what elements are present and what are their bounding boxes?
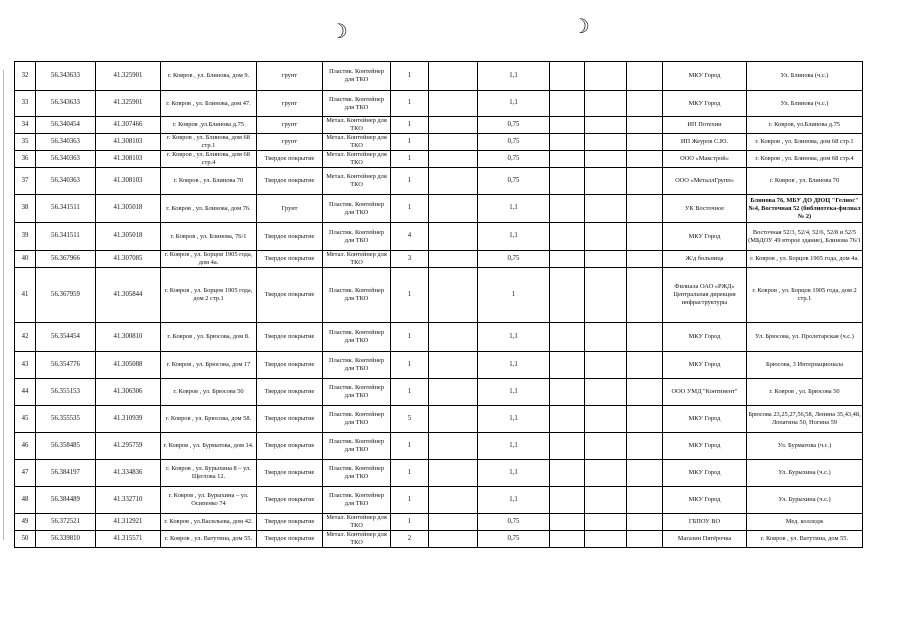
empty-col-11-cell [585, 151, 627, 168]
empty-col-11-cell [585, 91, 627, 117]
table-row [15, 433, 863, 460]
operator-cell: МКУ Город [663, 223, 747, 251]
empty-col-10-cell [550, 323, 585, 352]
container-volume-cell: 0,75 [478, 151, 550, 168]
served-objects-cell: Брюсова, 3 Интернационала [747, 352, 863, 379]
empty-col-10-cell [550, 514, 585, 531]
row-number-cell: 49 [15, 514, 36, 531]
surface-type-cell: Грунт [257, 195, 323, 223]
table-row [15, 134, 863, 151]
latitude-cell: 56.339810 [36, 531, 96, 548]
address-cell: г. Ковров ,ул.Блинова д.75 [161, 117, 257, 134]
address-cell: г. Ковров , ул. Брюсова, дом 17 [161, 352, 257, 379]
container-type-cell: Пластик. Контейнер для ТКО [323, 91, 391, 117]
table-row [15, 487, 863, 514]
empty-col-12-cell [627, 514, 663, 531]
container-volume-cell: 0,75 [478, 514, 550, 531]
address-cell: г. Ковров , ул. Бурыхина 8 – ул. Щеглова 12. [161, 460, 257, 487]
empty-col-12-cell [627, 117, 663, 134]
container-count-cell: 5 [391, 406, 429, 433]
longitude-cell: 41.308103 [96, 151, 161, 168]
latitude-cell: 56.367959 [36, 268, 96, 323]
empty-col-12-cell [627, 352, 663, 379]
empty-col-8-cell [429, 531, 478, 548]
container-type-cell: Метал. Контейнер для ТКО [323, 531, 391, 548]
served-objects-cell: Ул. Бурматова (ч.с.) [747, 433, 863, 460]
empty-col-12-cell [627, 531, 663, 548]
container-volume-cell: 1,1 [478, 406, 550, 433]
empty-col-11-cell [585, 134, 627, 151]
container-type-cell: Пластик. Контейнер для ТКО [323, 406, 391, 433]
empty-col-11-cell [585, 323, 627, 352]
container-type-cell: Пластик. Контейнер для ТКО [323, 223, 391, 251]
empty-col-8-cell [429, 268, 478, 323]
empty-col-11-cell [585, 352, 627, 379]
empty-col-11-cell [585, 433, 627, 460]
latitude-cell: 56.340363 [36, 134, 96, 151]
surface-type-cell: грунт [257, 62, 323, 91]
surface-type-cell: Твердое покрытие [257, 514, 323, 531]
empty-col-8-cell [429, 406, 478, 433]
operator-cell: УК Восточное [663, 195, 747, 223]
operator-cell: Филиала ОАО «РЖД» Центральная дирекция инфраструктуры [663, 268, 747, 323]
surface-type-cell: грунт [257, 117, 323, 134]
table-body [15, 62, 863, 548]
address-cell: г. Ковров , ул. Бурыхина – ул. Осипенко 74 [161, 487, 257, 514]
table-row [15, 223, 863, 251]
served-objects-cell: г. Ковров , ул. Борцов 1905 года, дом 4а. [747, 251, 863, 268]
empty-col-12-cell [627, 268, 663, 323]
latitude-cell: 56.340363 [36, 151, 96, 168]
row-number-cell: 39 [15, 223, 36, 251]
punch-hole-mark-right: ☽ [572, 16, 590, 38]
row-number-cell: 35 [15, 134, 36, 151]
empty-col-10-cell [550, 223, 585, 251]
operator-cell: МКУ Город [663, 433, 747, 460]
empty-col-11-cell [585, 195, 627, 223]
surface-type-cell: Твердое покрытие [257, 531, 323, 548]
table-row [15, 268, 863, 323]
empty-col-12-cell [627, 223, 663, 251]
address-cell: г. Ковров , ул. Блинова, дом 68 стр.1 [161, 134, 257, 151]
latitude-cell: 56.340454 [36, 117, 96, 134]
container-volume-cell: 0,75 [478, 168, 550, 195]
container-volume-cell: 0,75 [478, 134, 550, 151]
container-volume-cell: 1 [478, 268, 550, 323]
empty-col-12-cell [627, 406, 663, 433]
row-number-cell: 32 [15, 62, 36, 91]
row-number-cell: 50 [15, 531, 36, 548]
operator-cell: ООО «Макстрой» [663, 151, 747, 168]
empty-col-8-cell [429, 460, 478, 487]
table-row [15, 406, 863, 433]
latitude-cell: 56.372521 [36, 514, 96, 531]
surface-type-cell: Твердое покрытие [257, 323, 323, 352]
served-objects-cell: Ул. Бурыхина (ч.с.) [747, 487, 863, 514]
empty-col-12-cell [627, 62, 663, 91]
served-objects-cell: г. Ковров , ул. Блинова, дом 68 стр.1 [747, 134, 863, 151]
longitude-cell: 41.305844 [96, 268, 161, 323]
row-number-cell: 47 [15, 460, 36, 487]
container-count-cell: 1 [391, 323, 429, 352]
address-cell: г. Ковров , ул. Ватутина, дом 55. [161, 531, 257, 548]
operator-cell: МКУ Город [663, 62, 747, 91]
empty-col-10-cell [550, 531, 585, 548]
container-type-cell: Пластик. Контейнер для ТКО [323, 323, 391, 352]
empty-col-12-cell [627, 433, 663, 460]
longitude-cell: 41.308103 [96, 168, 161, 195]
container-type-cell: Метал. Контейнер для ТКО [323, 134, 391, 151]
table-row [15, 168, 863, 195]
row-number-cell: 37 [15, 168, 36, 195]
empty-col-11-cell [585, 168, 627, 195]
longitude-cell: 41.308103 [96, 134, 161, 151]
operator-cell: ИП Потехин [663, 117, 747, 134]
surface-type-cell: Твердое покрытие [257, 406, 323, 433]
empty-col-8-cell [429, 379, 478, 406]
latitude-cell: 56.384197 [36, 460, 96, 487]
container-count-cell: 1 [391, 268, 429, 323]
longitude-cell: 41.312921 [96, 514, 161, 531]
latitude-cell: 56.355153 [36, 379, 96, 406]
empty-col-10-cell [550, 134, 585, 151]
operator-cell: МКУ Город [663, 323, 747, 352]
empty-col-8-cell [429, 514, 478, 531]
served-objects-cell: Ул. Блинова (ч.с.) [747, 91, 863, 117]
latitude-cell: 56.367966 [36, 251, 96, 268]
empty-col-10-cell [550, 268, 585, 323]
row-number-cell: 43 [15, 352, 36, 379]
latitude-cell: 56.343633 [36, 62, 96, 91]
empty-col-10-cell [550, 62, 585, 91]
operator-cell: МКУ Город [663, 487, 747, 514]
address-cell: г. Ковров , ул. Блинова, дом 47. [161, 91, 257, 117]
operator-cell: ООО УМД "Континент" [663, 379, 747, 406]
container-volume-cell: 1,1 [478, 379, 550, 406]
latitude-cell: 56.354776 [36, 352, 96, 379]
row-number-cell: 48 [15, 487, 36, 514]
empty-col-11-cell [585, 406, 627, 433]
served-objects-cell: Ул. Бурыхина (ч.с.) [747, 460, 863, 487]
address-cell: г. Ковров , ул. Брюсова, дом 8. [161, 323, 257, 352]
surface-type-cell: Твердое покрытие [257, 352, 323, 379]
operator-cell: МКУ Город [663, 406, 747, 433]
longitude-cell: 41.334836 [96, 460, 161, 487]
surface-type-cell: Твердое покрытие [257, 268, 323, 323]
container-count-cell: 1 [391, 514, 429, 531]
served-objects-cell: г. Ковров , ул. Борцов 1905 года, дом 2 стр.1 [747, 268, 863, 323]
container-volume-cell: 1,1 [478, 433, 550, 460]
empty-col-10-cell [550, 379, 585, 406]
empty-col-12-cell [627, 168, 663, 195]
longitude-cell: 41.307466 [96, 117, 161, 134]
surface-type-cell: Твердое покрытие [257, 379, 323, 406]
container-volume-cell: 1,1 [478, 91, 550, 117]
empty-col-8-cell [429, 433, 478, 460]
empty-col-11-cell [585, 251, 627, 268]
container-type-cell: Пластик. Контейнер для ТКО [323, 460, 391, 487]
table-row [15, 514, 863, 531]
empty-col-10-cell [550, 352, 585, 379]
served-objects-cell: Ул. Блинова (ч.с.) [747, 62, 863, 91]
container-type-cell: Пластик. Контейнер для ТКО [323, 352, 391, 379]
longitude-cell: 41.307085 [96, 251, 161, 268]
table-row [15, 195, 863, 223]
empty-col-11-cell [585, 531, 627, 548]
served-objects-cell: г. Ковров , ул. Блинова 70 [747, 168, 863, 195]
container-type-cell: Метал. Контейнер для ТКО [323, 151, 391, 168]
address-cell: г. Ковров , ул. Блинова 70 [161, 168, 257, 195]
served-objects-cell: Брюсова 23,25,27,56,58, Ленина 35,43,48, Лопатина 50, Ногина 59 [747, 406, 863, 433]
empty-col-8-cell [429, 168, 478, 195]
latitude-cell: 56.384489 [36, 487, 96, 514]
surface-type-cell: Твердое покрытие [257, 433, 323, 460]
empty-col-8-cell [429, 251, 478, 268]
address-cell: г. Ковров , ул. Блинова, дом 68 стр.4 [161, 151, 257, 168]
container-type-cell: Пластик. Контейнер для ТКО [323, 62, 391, 91]
served-objects-cell: Восточная 52/3, 52/4, 52/6, 52/8 и 52/5 (МБДОУ 49 второе здание), Блинова 76/1 [747, 223, 863, 251]
punch-hole-mark-left: ☽ [330, 21, 348, 43]
table-row [15, 62, 863, 91]
empty-col-11-cell [585, 117, 627, 134]
surface-type-cell: грунт [257, 134, 323, 151]
empty-col-10-cell [550, 251, 585, 268]
container-volume-cell: 1,1 [478, 323, 550, 352]
address-cell: г. Ковров , ул.Васильева, дом 42. [161, 514, 257, 531]
container-volume-cell: 0,75 [478, 251, 550, 268]
surface-type-cell: грунт [257, 91, 323, 117]
served-objects-cell: г. Ковров , ул. Брюсова 50 [747, 379, 863, 406]
empty-col-10-cell [550, 195, 585, 223]
empty-col-11-cell [585, 514, 627, 531]
container-volume-cell: 0,75 [478, 117, 550, 134]
container-type-cell: Пластик. Контейнер для ТКО [323, 433, 391, 460]
latitude-cell: 56.340363 [36, 168, 96, 195]
table-row [15, 379, 863, 406]
table-row [15, 460, 863, 487]
row-number-cell: 46 [15, 433, 36, 460]
empty-col-12-cell [627, 323, 663, 352]
address-cell: г. Ковров , ул. Борцов 1905 года, дом 4а. [161, 251, 257, 268]
container-volume-cell: 1,1 [478, 487, 550, 514]
table-row [15, 91, 863, 117]
operator-cell: Магазин Пятёрочка [663, 531, 747, 548]
empty-col-10-cell [550, 117, 585, 134]
table-row [15, 323, 863, 352]
empty-col-10-cell [550, 406, 585, 433]
longitude-cell: 41.306306 [96, 379, 161, 406]
container-count-cell: 1 [391, 62, 429, 91]
waste-sites-table [14, 61, 863, 548]
container-count-cell: 1 [391, 151, 429, 168]
table-row [15, 117, 863, 134]
longitude-cell: 41.332710 [96, 487, 161, 514]
empty-col-8-cell [429, 62, 478, 91]
container-count-cell: 4 [391, 223, 429, 251]
address-cell: г. Ковров , ул. Брюсова 50 [161, 379, 257, 406]
operator-cell: ИП Жеуров С.Ю. [663, 134, 747, 151]
longitude-cell: 41.305018 [96, 195, 161, 223]
container-volume-cell: 1,1 [478, 62, 550, 91]
operator-cell: ГБПОУ ВО [663, 514, 747, 531]
empty-col-12-cell [627, 195, 663, 223]
surface-type-cell: Твердое покрытие [257, 487, 323, 514]
empty-col-12-cell [627, 134, 663, 151]
empty-col-8-cell [429, 487, 478, 514]
empty-col-10-cell [550, 487, 585, 514]
longitude-cell: 41.295759 [96, 433, 161, 460]
row-number-cell: 36 [15, 151, 36, 168]
empty-col-10-cell [550, 460, 585, 487]
longitude-cell: 41.305018 [96, 223, 161, 251]
empty-col-12-cell [627, 379, 663, 406]
container-type-cell: Метал. Контейнер для ТКО [323, 117, 391, 134]
container-type-cell: Пластик. Контейнер для ТКО [323, 268, 391, 323]
empty-col-8-cell [429, 91, 478, 117]
container-count-cell: 3 [391, 251, 429, 268]
row-number-cell: 44 [15, 379, 36, 406]
container-volume-cell: 1,1 [478, 352, 550, 379]
container-count-cell: 1 [391, 433, 429, 460]
operator-cell: МКУ Город [663, 460, 747, 487]
container-count-cell: 1 [391, 195, 429, 223]
latitude-cell: 56.341511 [36, 195, 96, 223]
empty-col-11-cell [585, 223, 627, 251]
container-type-cell: Метал. Контейнер для ТКО [323, 168, 391, 195]
empty-col-12-cell [627, 251, 663, 268]
served-objects-cell: г. Ковров , ул. Блинова, дом 68 стр.4 [747, 151, 863, 168]
table-row [15, 151, 863, 168]
row-number-cell: 45 [15, 406, 36, 433]
container-type-cell: Пластик. Контейнер для ТКО [323, 195, 391, 223]
operator-cell: ООО «МеталлГрупп» [663, 168, 747, 195]
served-objects-cell: г. Ковров, ул.Блинова д.75 [747, 117, 863, 134]
operator-cell: МКУ Город [663, 352, 747, 379]
surface-type-cell: Твердое покрытие [257, 151, 323, 168]
empty-col-10-cell [550, 151, 585, 168]
latitude-cell: 56.354454 [36, 323, 96, 352]
served-objects-cell: Мед. колледж [747, 514, 863, 531]
empty-col-8-cell [429, 134, 478, 151]
container-volume-cell: 0,75 [478, 531, 550, 548]
served-objects-cell: Ул. Брюсова, ул. Пролетарская (ч.с.) [747, 323, 863, 352]
container-volume-cell: 1,1 [478, 195, 550, 223]
container-count-cell: 1 [391, 460, 429, 487]
empty-col-12-cell [627, 460, 663, 487]
operator-cell: МКУ Город [663, 91, 747, 117]
latitude-cell: 56.343633 [36, 91, 96, 117]
row-number-cell: 34 [15, 117, 36, 134]
container-volume-cell: 1,1 [478, 460, 550, 487]
table-row [15, 352, 863, 379]
row-number-cell: 33 [15, 91, 36, 117]
empty-col-12-cell [627, 487, 663, 514]
container-count-cell: 1 [391, 117, 429, 134]
empty-col-11-cell [585, 62, 627, 91]
container-count-cell: 1 [391, 379, 429, 406]
empty-col-12-cell [627, 151, 663, 168]
empty-col-8-cell [429, 223, 478, 251]
longitude-cell: 41.315571 [96, 531, 161, 548]
row-number-cell: 40 [15, 251, 36, 268]
empty-col-12-cell [627, 91, 663, 117]
empty-col-11-cell [585, 379, 627, 406]
container-type-cell: Пластик. Контейнер для ТКО [323, 487, 391, 514]
empty-col-8-cell [429, 117, 478, 134]
table-row [15, 531, 863, 548]
scan-edge-line [3, 70, 4, 540]
empty-col-10-cell [550, 433, 585, 460]
address-cell: г. Ковров , ул. Блинова, дом 76. [161, 195, 257, 223]
surface-type-cell: Твердое покрытие [257, 251, 323, 268]
served-objects-cell: г. Ковров , ул. Ватутина, дом 55. [747, 531, 863, 548]
empty-col-10-cell [550, 91, 585, 117]
address-cell: г. Ковров , ул. Блинова, 76/1 [161, 223, 257, 251]
row-number-cell: 38 [15, 195, 36, 223]
latitude-cell: 56.355535 [36, 406, 96, 433]
empty-col-10-cell [550, 168, 585, 195]
container-volume-cell: 1,1 [478, 223, 550, 251]
empty-col-11-cell [585, 460, 627, 487]
longitude-cell: 41.325901 [96, 62, 161, 91]
container-type-cell: Метал. Контейнер для ТКО [323, 251, 391, 268]
longitude-cell: 41.310939 [96, 406, 161, 433]
surface-type-cell: Твердое покрытие [257, 223, 323, 251]
longitude-cell: 41.325901 [96, 91, 161, 117]
latitude-cell: 56.341511 [36, 223, 96, 251]
served-objects-cell: Блинова 76, МБУ ДО ДЮЦ "Гелиос" №4, Восточная 52 (библиотека-филиал № 2) [747, 195, 863, 223]
row-number-cell: 42 [15, 323, 36, 352]
empty-col-11-cell [585, 268, 627, 323]
table-row [15, 251, 863, 268]
container-count-cell: 1 [391, 91, 429, 117]
address-cell: г. Ковров , ул. Бурматова, дом 14. [161, 433, 257, 460]
container-type-cell: Метал. Контейнер для ТКО [323, 514, 391, 531]
surface-type-cell: Твердое покрытие [257, 460, 323, 487]
container-type-cell: Пластик. Контейнер для ТКО [323, 379, 391, 406]
container-count-cell: 2 [391, 531, 429, 548]
empty-col-8-cell [429, 195, 478, 223]
surface-type-cell: Твердое покрытие [257, 168, 323, 195]
address-cell: г. Ковров , ул. Борцов 1905 года, дом 2 стр.1 [161, 268, 257, 323]
latitude-cell: 56.358485 [36, 433, 96, 460]
container-count-cell: 1 [391, 487, 429, 514]
empty-col-11-cell [585, 487, 627, 514]
operator-cell: Ж/д больница [663, 251, 747, 268]
container-count-cell: 1 [391, 168, 429, 195]
row-number-cell: 41 [15, 268, 36, 323]
empty-col-8-cell [429, 352, 478, 379]
address-cell: г. Ковров , ул. Брюсова, дом 58. [161, 406, 257, 433]
empty-col-8-cell [429, 323, 478, 352]
longitude-cell: 41.305088 [96, 352, 161, 379]
longitude-cell: 41.300810 [96, 323, 161, 352]
address-cell: г. Ковров , ул. Блинова, дом 9. [161, 62, 257, 91]
container-count-cell: 1 [391, 352, 429, 379]
empty-col-8-cell [429, 151, 478, 168]
container-count-cell: 1 [391, 134, 429, 151]
